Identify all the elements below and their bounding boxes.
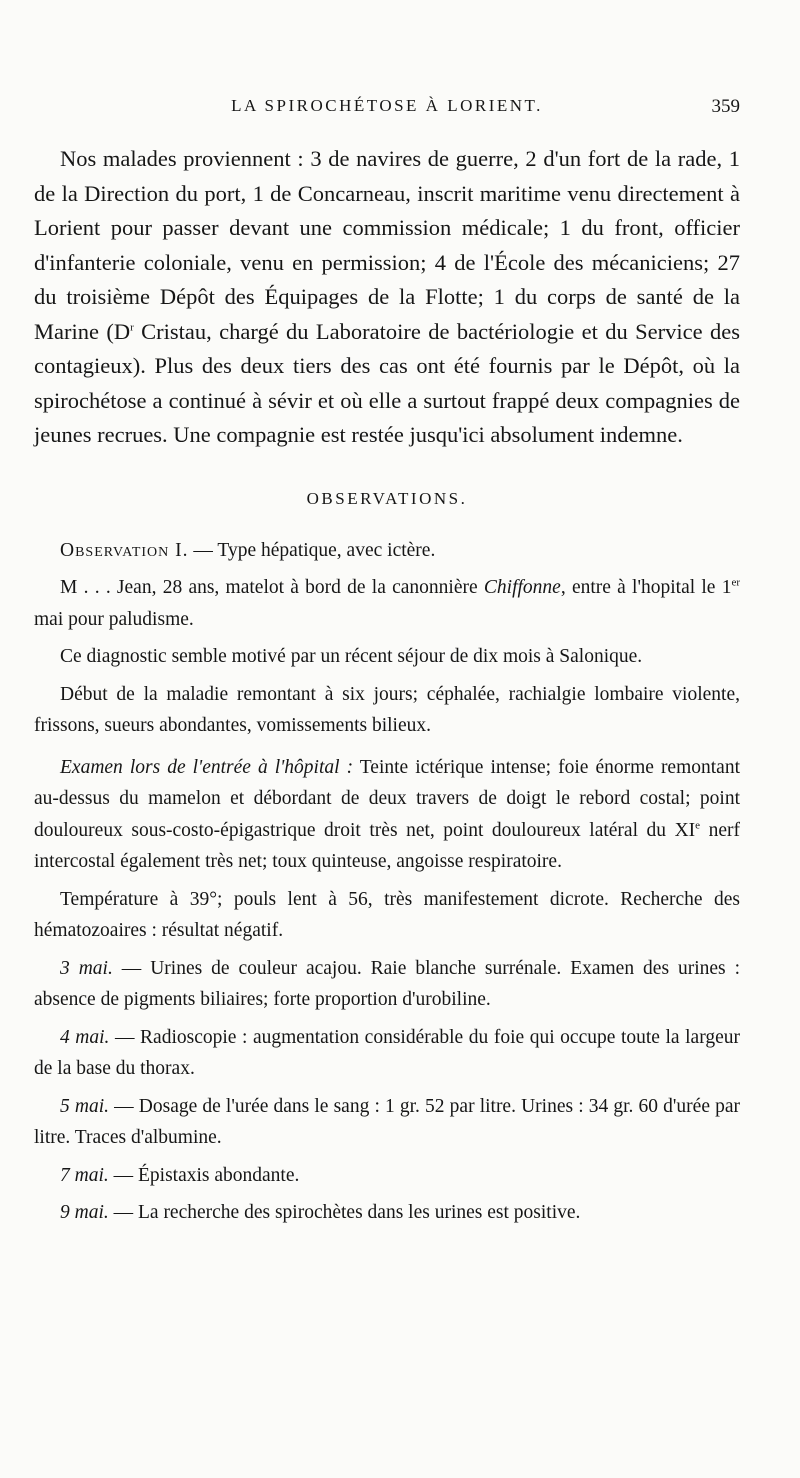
- diagnosis-paragraph: Ce diagnostic semble motivé par un récent séjour de dix mois à Salonique.: [60, 646, 643, 667]
- patient-end: mai pour paludisme.: [34, 608, 194, 630]
- intro-superscript: r: [130, 321, 134, 333]
- intro-text-end: Cristau, chargé du Laboratoire de bactériologie et du Service des contagieux). Plus des deux tiers des cas ont été fournis par le Dépôt, où la spirochétose a continué à sévir et où elle a surtout frappé deux compagnies de jeunes recrues. Une compagnie est restée jusqu'ici absolument indemne.: [34, 318, 740, 447]
- page-body: [34, 142, 740, 1229]
- ship-name: Chiffonne: [483, 577, 561, 598]
- patient-superscript: er: [731, 576, 740, 589]
- intro-paragraph: [34, 142, 740, 453]
- onset-paragraph: Début de la maladie remontant à six jours; céphalée, rachialgie lombaire violente, frissons, sueurs abondantes, vomissements bilieux.: [34, 683, 740, 736]
- paragraph-spacer: [34, 742, 740, 752]
- entry-text: — Épistaxis abondante.: [108, 1164, 300, 1186]
- temperature-paragraph: Température à 39°; pouls lent à 56, très manifestement dicrote. Recherche des hématozoaires : résultat négatif.: [34, 888, 740, 941]
- page-header: [34, 96, 740, 130]
- entry-7-mai: [34, 1160, 740, 1192]
- section-title: OBSERVATIONS.: [306, 488, 468, 508]
- entry-date: 9 mai.: [60, 1202, 109, 1223]
- entry-text: — Radioscopie : augmentation considérable du foie qui occupe toute la largeur de la base du thorax.: [34, 1026, 740, 1079]
- running-title: LA SPIROCHÉTOSE À LORIENT.: [231, 96, 543, 115]
- exam-text-end: nerf intercostal également très net; toux quinteuse, angoisse respiratoire.: [34, 819, 740, 872]
- entry-date: 5 mai.: [60, 1095, 110, 1117]
- entry-text: — La recherche des spirochètes dans les urines est positive.: [108, 1202, 581, 1223]
- patient-paragraph: [34, 572, 740, 635]
- exam-paragraph: [34, 752, 740, 878]
- exam-text: Teinte ictérique intense; foie énorme remontant au-dessus du mamelon et débordant de deux travers de doigt le rebord costal; point douloureux sous-costo-épigastrique droit très net, point douloureux latéral du XI: [34, 756, 740, 841]
- entry-5-mai: [34, 1091, 740, 1154]
- entry-date: 3 mai.: [60, 957, 113, 979]
- observation-label: Observation I.: [60, 539, 189, 561]
- patient-mid: , entre à l'hopital le 1: [560, 577, 732, 598]
- entry-9-mai: [34, 1197, 740, 1229]
- entry-date: 7 mai.: [60, 1164, 109, 1186]
- patient-intro: M . . . Jean, 28 ans, matelot à bord de la canonnière: [60, 577, 484, 598]
- entry-date: 4 mai.: [60, 1026, 110, 1048]
- exam-label: Examen lors de l'entrée à l'hôpital :: [60, 756, 354, 778]
- exam-superscript: e: [695, 819, 701, 831]
- entry-3-mai: [34, 953, 740, 1016]
- entry-4-mai: [34, 1022, 740, 1085]
- intro-text: Nos malades proviennent : 3 de navires de guerre, 2 d'un fort de la rade, 1 de la Direction du port, 1 de Concarneau, inscrit maritime venu directement à Lorient pour passer devant une commission médicale; 1 du front, officier d'infanterie coloniale, venu en permission; 4 de l'École des mécaniciens; 27 du troisième Dépôt des Équipages de la Flotte; 1 du corps de santé de la Marine (D: [34, 146, 740, 344]
- entry-text: — Dosage de l'urée dans le sang : 1 gr. 52 par litre. Urines : 34 gr. 60 d'urée par litre. Traces d'albumine.: [34, 1095, 741, 1148]
- entry-text: — Urines de couleur acajou. Raie blanche surrénale. Examen des urines : absence de pigments biliaires; forte proportion d'urobiline.: [34, 957, 741, 1010]
- observation-type: — Type hépatique, avec ictère.: [188, 539, 436, 561]
- observation-body: [34, 535, 740, 1229]
- observation-heading: [34, 535, 740, 567]
- page-number: 359: [711, 96, 740, 117]
